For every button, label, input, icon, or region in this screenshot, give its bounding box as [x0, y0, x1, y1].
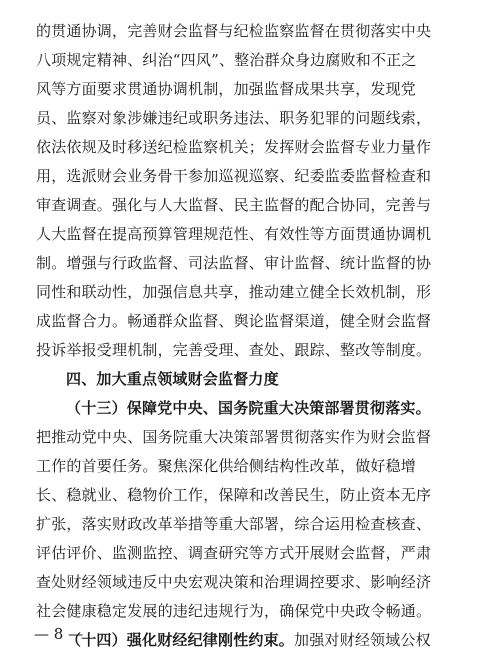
text-line: 八项规定精神、纠治“四风”、整治群众身边腐败和不正之	[36, 51, 417, 69]
text-line: 员、监察对象涉嫌违纪或职务违法、职务犯罪的问题线索，	[36, 109, 432, 127]
text-line: 用，选派财会业务骨干参加巡视巡察、纪委监委监督检查和	[36, 167, 432, 185]
text-line: 同性和联动性，加强信息共享，推动建立健全长效机制，形	[36, 283, 432, 301]
text-line: 评估评价、监测监控、调查研究等方式开展财会监督，严肃	[36, 544, 432, 562]
body-text	[36, 17, 446, 655]
text-line: 查处财经领域违反中央宏观决策和治理调控要求、影响经济	[36, 573, 432, 591]
text-line: 制。增强与行政监督、司法监督、审计监督、统计监督的协	[36, 254, 432, 272]
text-line: 审查调查。强化与人大监督、民主监督的配合协同，完善与	[36, 196, 432, 214]
text-line: 长、稳就业、稳物价工作，保障和改善民生，防止资本无序	[36, 486, 432, 504]
text-line: 成监督合力。畅通群众监督、舆论监督渠道，健全财会监督	[36, 312, 432, 330]
paragraph-lead-14: （十四）强化财经纪律刚性约束。加强对财经领域公权	[66, 631, 431, 649]
page-number: — 8 —	[34, 625, 84, 643]
text-line: 社会健康稳定发展的违纪违规行为，确保党中央政令畅通。	[36, 602, 432, 620]
text-line: 的贯通协调，完善财会监督与纪检监察监督在贯彻落实中央	[36, 22, 432, 40]
text-line: 依法依规及时移送纪检监察机关；发挥财会监督专业力量作	[36, 138, 432, 156]
text-line: 风等方面要求贯通协调机制，加强监督成果共享，发现党	[36, 80, 417, 98]
text-line: 把推动党中央、国务院重大决策部署贯彻落实作为财会监督	[36, 428, 432, 446]
text-line: 人大监督在提高预算管理规范性、有效性等方面贯通协调机	[36, 225, 432, 243]
section-heading: 四、加大重点领域财会监督力度	[66, 370, 279, 388]
text-line: 投诉举报受理机制，完善受理、查处、跟踪、整改等制度。	[36, 341, 432, 359]
text-line: 扩张，落实财政改革举措等重大部署，综合运用检查核查、	[36, 515, 432, 533]
text-line: 工作的首要任务。聚焦深化供给侧结构性改革，做好稳增	[36, 457, 417, 475]
paragraph-lead-13: （十三）保障党中央、国务院重大决策部署贯彻落实。	[66, 399, 431, 417]
